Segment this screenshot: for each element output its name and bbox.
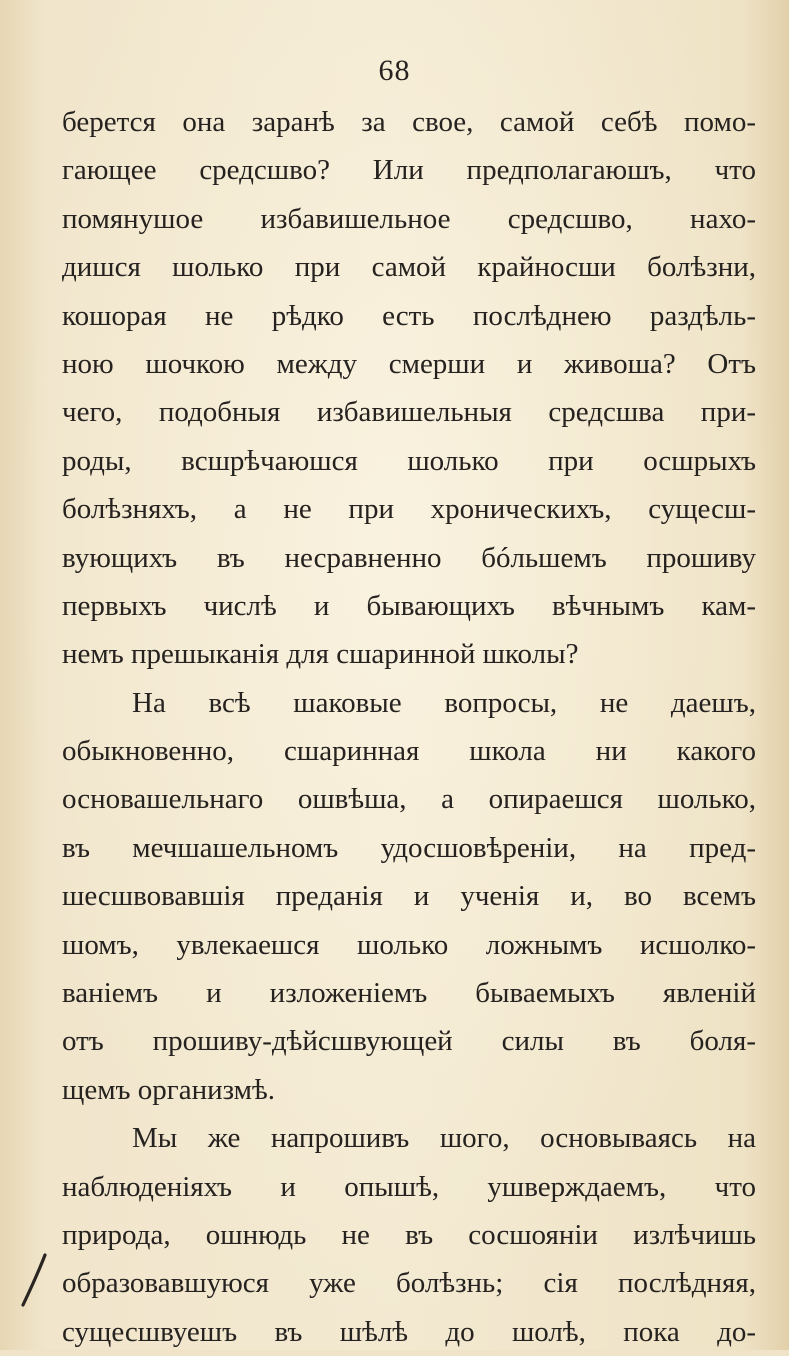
text-line: щемъ организмѣ. xyxy=(62,1073,275,1106)
text-line: шомъ, увлекаешся шолько ложнымъ исшолко- xyxy=(62,928,756,961)
text-line: ваніемъ и изложеніемъ бываемыхъ явленій xyxy=(62,977,756,1010)
text-line: первыхъ числѣ и бывающихъ вѣчнымъ кам- xyxy=(62,589,756,622)
text-line: дишся шолько при самой крайносши болѣзни, xyxy=(62,251,756,284)
text-line: природа, ошнюдь не въ сосшояніи излѣчишь xyxy=(62,1218,756,1251)
text-line: помянушое избавишельное средсшво, нахо- xyxy=(62,202,756,235)
text-line: отъ прошиву-дѣйсшвующей силы въ боля- xyxy=(62,1025,756,1058)
text-line: образовавшуюся уже болѣзнь; сія послѣдняя, xyxy=(62,1267,756,1300)
paragraph-start-line: На всѣ шаковые вопросы, не даешъ, xyxy=(132,686,756,719)
text-line: въ мечшашельномъ удосшовѣреніи, на пред- xyxy=(62,831,756,864)
paragraph-start-line: Мы же напрошивъ шого, основываясь на xyxy=(132,1122,756,1155)
text-line: вующихъ въ несравненно бóльшемъ прошиву xyxy=(62,541,756,574)
text-line: немъ прешыканія для сшаринной школы? xyxy=(62,638,579,671)
text-line: шесшвовавшія преданія и ученія и, во всемъ xyxy=(62,880,756,913)
text-line: наблюденіяхъ и опышѣ, ушверждаемъ, что xyxy=(62,1170,756,1203)
text-line: ною шочкою между смерши и живоша? Отъ xyxy=(62,347,756,380)
text-line: сущесшвуешъ въ шѣлѣ до шолѣ, пока до- xyxy=(62,1315,756,1348)
text-line: обыкновенно, сшаринная школа ни какого xyxy=(62,735,756,768)
text-line: берется она заранѣ за свое, самой себѣ помо- xyxy=(62,106,756,138)
text-line: основашельнаго ошвѣша, а опираешся шолько, xyxy=(62,783,756,816)
text-line: кошорая не рѣдко есть послѣднею раздѣль- xyxy=(62,299,756,332)
margin-pencil-mark xyxy=(18,1252,52,1308)
text-line: гающее средсшво? Или предполагаюшъ, что xyxy=(62,154,756,187)
body-text xyxy=(62,98,756,1356)
page-number: 68 xyxy=(378,54,411,87)
text-line: чего, подобныя избавишельныя средсшва при- xyxy=(62,396,756,429)
text-line: роды, всшрѣчаюшся шолько при осшрыхъ xyxy=(62,444,756,477)
text-line: болѣзняхъ, а не при хроническихъ, сущесш- xyxy=(62,493,756,526)
